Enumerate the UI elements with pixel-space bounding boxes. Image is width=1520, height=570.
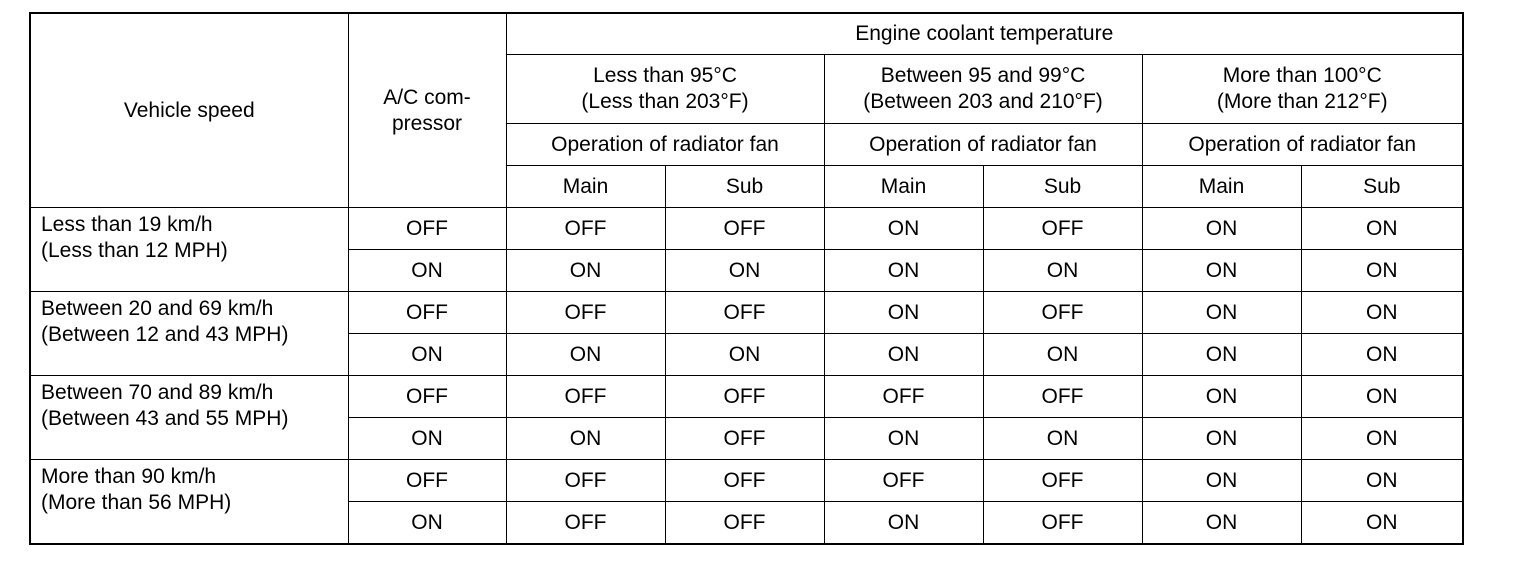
table-cell: ON xyxy=(1301,376,1463,418)
table-cell: ON xyxy=(824,334,983,376)
radiator-fan-operation-table xyxy=(29,12,1464,545)
speed-line2: (More than 56 MPH) xyxy=(41,491,232,514)
table-cell: OFF xyxy=(983,502,1142,545)
table-cell: OFF xyxy=(983,460,1142,502)
table-cell: OFF xyxy=(506,292,665,334)
table-cell: ON xyxy=(1142,250,1301,292)
operation-header: Operation of radiator fan xyxy=(824,124,1142,166)
table-cell: ON xyxy=(824,418,983,460)
table-cell: ON xyxy=(506,250,665,292)
table-cell: OFF xyxy=(506,376,665,418)
sub-fan-header: Sub xyxy=(983,166,1142,208)
table-cell: ON xyxy=(1301,418,1463,460)
speed-line1: Less than 19 km/h xyxy=(41,213,213,236)
table-cell: OFF xyxy=(983,376,1142,418)
table-cell: ON xyxy=(665,334,824,376)
table-cell: OFF xyxy=(665,460,824,502)
sub-fan-header: Sub xyxy=(665,166,824,208)
table-cell: ON xyxy=(1142,460,1301,502)
temp-range-line1: Less than 95°C xyxy=(593,64,737,87)
table-cell: OFF xyxy=(983,292,1142,334)
table-cell: ON xyxy=(348,418,506,460)
table-cell: OFF xyxy=(665,208,824,250)
speed-cell xyxy=(30,292,348,376)
table-cell: ON xyxy=(506,334,665,376)
temp-range-line2: (Less than 203°F) xyxy=(581,90,749,113)
table-cell: OFF xyxy=(348,208,506,250)
table-cell: OFF xyxy=(665,376,824,418)
table-cell: ON xyxy=(1301,250,1463,292)
temp-range-header xyxy=(1142,55,1463,124)
table-cell: ON xyxy=(1142,418,1301,460)
table-cell: ON xyxy=(1142,502,1301,545)
ac-header-line2: pressor xyxy=(391,111,463,135)
table-cell: ON xyxy=(983,418,1142,460)
operation-header: Operation of radiator fan xyxy=(506,124,824,166)
table-cell: OFF xyxy=(348,292,506,334)
table-cell: ON xyxy=(348,502,506,545)
table-cell: OFF xyxy=(824,460,983,502)
table-cell: OFF xyxy=(665,418,824,460)
table-cell: ON xyxy=(348,334,506,376)
engine-coolant-header: Engine coolant temperature xyxy=(506,13,1463,55)
table-cell: OFF xyxy=(824,376,983,418)
temp-range-line2: (More than 212°F) xyxy=(1216,90,1388,113)
temp-range-line2: (Between 203 and 210°F) xyxy=(863,90,1103,113)
table-cell: ON xyxy=(824,292,983,334)
speed-line1: Between 70 and 89 km/h xyxy=(41,381,274,404)
temp-range-header xyxy=(824,55,1142,124)
table-cell: ON xyxy=(1301,292,1463,334)
table-row xyxy=(30,460,1463,502)
table-cell: ON xyxy=(1142,376,1301,418)
speed-cell xyxy=(30,208,348,292)
table-cell: OFF xyxy=(348,376,506,418)
table-cell: ON xyxy=(824,250,983,292)
table-cell: ON xyxy=(824,502,983,545)
table-cell: ON xyxy=(665,250,824,292)
table-cell: ON xyxy=(1142,334,1301,376)
speed-line2: (Between 43 and 55 MPH) xyxy=(41,407,289,430)
table-cell: ON xyxy=(1301,334,1463,376)
table-cell: ON xyxy=(1301,502,1463,545)
ac-compressor-header xyxy=(348,13,506,208)
main-fan-header: Main xyxy=(1142,166,1301,208)
table-cell: OFF xyxy=(506,460,665,502)
sub-fan-header: Sub xyxy=(1301,166,1463,208)
table-row xyxy=(30,292,1463,334)
table-cell: ON xyxy=(348,250,506,292)
table-cell: OFF xyxy=(983,208,1142,250)
speed-cell xyxy=(30,460,348,545)
temp-range-header xyxy=(506,55,824,124)
speed-line2: (Less than 12 MPH) xyxy=(41,239,228,262)
table-cell: ON xyxy=(983,334,1142,376)
table-cell: ON xyxy=(1301,460,1463,502)
table-cell: ON xyxy=(824,208,983,250)
speed-line1: More than 90 km/h xyxy=(41,465,217,488)
table-cell: OFF xyxy=(506,502,665,545)
table-row xyxy=(30,208,1463,250)
temp-range-line1: More than 100°C xyxy=(1222,64,1382,87)
table-cell: ON xyxy=(1301,208,1463,250)
table-cell: OFF xyxy=(665,292,824,334)
temp-range-line1: Between 95 and 99°C xyxy=(880,64,1086,87)
table-cell: OFF xyxy=(348,460,506,502)
table-cell: OFF xyxy=(506,208,665,250)
main-fan-header: Main xyxy=(506,166,665,208)
vehicle-speed-header: Vehicle speed xyxy=(30,13,348,208)
table-row xyxy=(30,376,1463,418)
table-cell: ON xyxy=(506,418,665,460)
table-cell: OFF xyxy=(665,502,824,545)
speed-line2: (Between 12 and 43 MPH) xyxy=(41,323,289,346)
table-cell: ON xyxy=(983,250,1142,292)
main-fan-header: Main xyxy=(824,166,983,208)
speed-line1: Between 20 and 69 km/h xyxy=(41,297,274,320)
speed-cell xyxy=(30,376,348,460)
table-cell: ON xyxy=(1142,208,1301,250)
table-cell: ON xyxy=(1142,292,1301,334)
operation-header: Operation of radiator fan xyxy=(1142,124,1463,166)
ac-header-line1: A/C com- xyxy=(383,85,471,109)
